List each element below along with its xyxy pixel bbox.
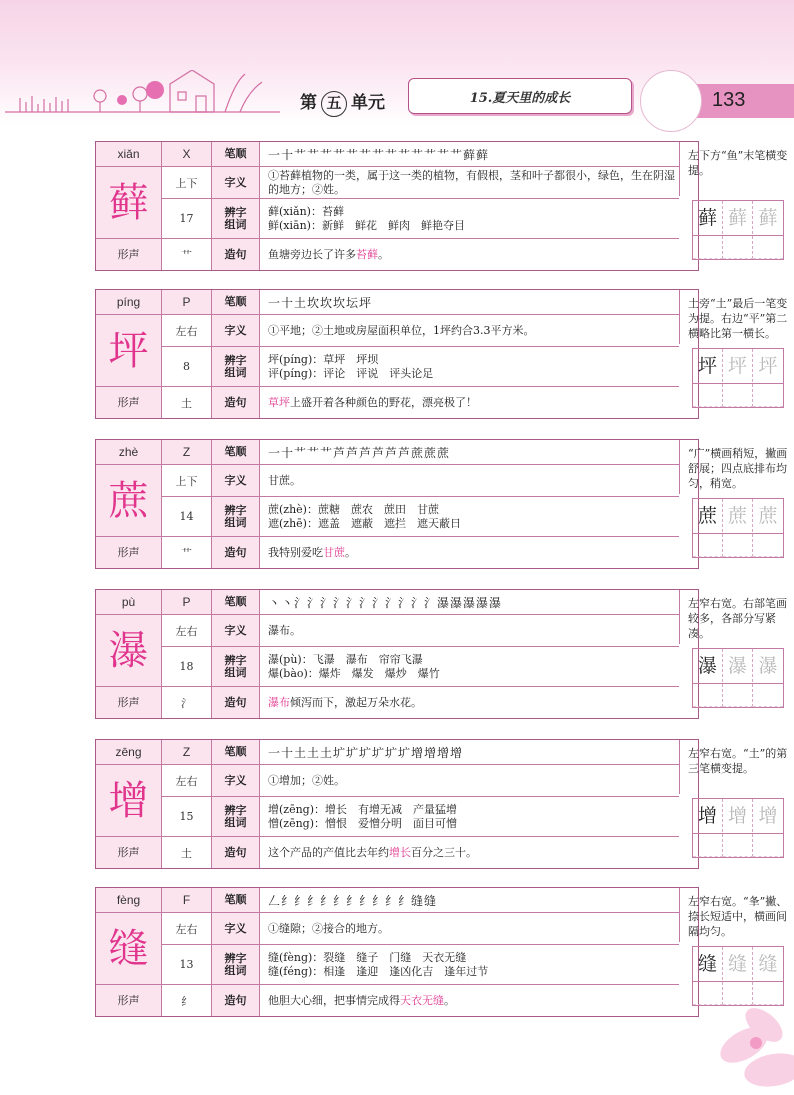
initial-letter: X bbox=[182, 147, 191, 161]
label-text: 造句 bbox=[224, 845, 247, 859]
words-value bbox=[259, 496, 679, 536]
structure-cell bbox=[161, 614, 211, 646]
structure-cell bbox=[161, 764, 211, 796]
meaning-label bbox=[211, 764, 259, 796]
trace-character: 缝 bbox=[723, 947, 753, 982]
radical-cell bbox=[161, 536, 211, 568]
stroke-order-label bbox=[211, 440, 259, 464]
word-line: 憎(zēng)：憎恨 爱憎分明 面目可憎 bbox=[268, 816, 458, 830]
meaning-text: ①增加；②姓。 bbox=[268, 773, 345, 787]
sentence-highlight: 瀑布 bbox=[268, 695, 290, 709]
words-value bbox=[259, 346, 679, 386]
trace-character: 坪 bbox=[723, 349, 753, 384]
stroke-count: 13 bbox=[179, 958, 194, 971]
initial-cell bbox=[161, 440, 211, 464]
label-text: 组词 bbox=[224, 815, 247, 829]
label-text: 字义 bbox=[224, 473, 247, 487]
sentence-value bbox=[259, 686, 679, 718]
sound-shape-label bbox=[96, 386, 161, 418]
trace-character: 藓 bbox=[753, 201, 783, 236]
big-character-cell bbox=[96, 614, 161, 686]
sentence-value bbox=[259, 984, 679, 1016]
structure: 左右 bbox=[175, 624, 198, 638]
label-text: 造句 bbox=[224, 545, 247, 559]
words-value bbox=[259, 796, 679, 836]
trace-character: 蔗 bbox=[753, 499, 783, 534]
sentence-label bbox=[211, 536, 259, 568]
structure-cell bbox=[161, 464, 211, 496]
radical: 艹 bbox=[181, 248, 192, 262]
label-text: 辨字 bbox=[224, 503, 247, 517]
label-text: 笔顺 bbox=[224, 745, 247, 758]
blank-line bbox=[693, 384, 723, 407]
writing-tip bbox=[679, 740, 794, 794]
pinyin: pù bbox=[121, 595, 136, 609]
blank-line bbox=[723, 236, 753, 259]
character-card-pù bbox=[95, 589, 787, 719]
label-text: 组词 bbox=[224, 963, 247, 977]
stroke-count: 8 bbox=[183, 360, 190, 373]
meaning-label bbox=[211, 314, 259, 346]
stroke-order-label bbox=[211, 290, 259, 314]
stroke-count-cell bbox=[161, 944, 211, 984]
circle-decoration bbox=[640, 70, 702, 132]
sentence-part: 我特别爱吃 bbox=[268, 545, 323, 559]
word-line: 瀑(pù)：飞瀑 瀑布 帘帘飞瀑 bbox=[268, 652, 423, 666]
big-character: 坪 bbox=[108, 327, 149, 374]
practice-grid[interactable] bbox=[692, 348, 784, 408]
sentence-part: 这个产品的产值比去年约 bbox=[268, 845, 389, 859]
label-text: 笔顺 bbox=[224, 595, 247, 608]
label-text: 辨字 bbox=[224, 803, 247, 817]
initial-cell bbox=[161, 740, 211, 764]
structure: 上下 bbox=[175, 176, 198, 190]
trace-character: 瀑 bbox=[753, 649, 783, 684]
tip-text: 左窄右宽。“土”的第三笔横变提。 bbox=[688, 747, 788, 775]
model-character: 增 bbox=[693, 799, 723, 834]
sound-shape-label bbox=[96, 238, 161, 270]
model-character: 蔗 bbox=[693, 499, 723, 534]
radical-cell bbox=[161, 836, 211, 868]
lesson-title-banner bbox=[408, 78, 632, 114]
sound-shape-label bbox=[96, 984, 161, 1016]
unit-number-badge: 五 bbox=[321, 91, 347, 117]
initial-letter: Z bbox=[182, 445, 191, 459]
word-line: 鲜(xiān)：新鲜 鲜花 鲜肉 鲜艳夺目 bbox=[268, 218, 465, 232]
practice-cell bbox=[753, 499, 783, 557]
big-character: 藓 bbox=[108, 179, 149, 226]
practice-cell bbox=[723, 499, 753, 557]
writing-tip bbox=[679, 888, 794, 942]
practice-cell bbox=[693, 201, 723, 259]
initial-letter: Z bbox=[182, 745, 191, 759]
word-line: 爆(bào)：爆炸 爆发 爆炒 爆竹 bbox=[268, 666, 440, 680]
blank-line bbox=[693, 684, 723, 707]
sentence-highlight: 甘蔗 bbox=[323, 545, 345, 559]
sentence-part: 。 bbox=[345, 545, 356, 559]
writing-tip bbox=[679, 142, 794, 196]
structure-cell bbox=[161, 166, 211, 198]
trace-character: 缝 bbox=[753, 947, 783, 982]
stroke-count-cell bbox=[161, 198, 211, 238]
blank-line bbox=[693, 534, 723, 557]
sentence-highlight: 增长 bbox=[389, 845, 411, 859]
stroke-order-label bbox=[211, 740, 259, 764]
radical: 氵 bbox=[181, 696, 192, 710]
sentence-part: 鱼塘旁边长了许多 bbox=[268, 247, 356, 261]
initial-cell bbox=[161, 290, 211, 314]
label-text: 形声 bbox=[117, 395, 140, 409]
pinyin: xiǎn bbox=[117, 147, 140, 161]
word-line: 缝(féng)：相逢 逢迎 逢凶化吉 逢年过节 bbox=[268, 964, 489, 978]
pinyin: zēng bbox=[115, 745, 142, 759]
sound-shape-label bbox=[96, 536, 161, 568]
stroke-order-label bbox=[211, 590, 259, 614]
blank-line bbox=[753, 534, 783, 557]
word-line: 蔗(zhè)：蔗糖 蔗农 蔗田 甘蔗 bbox=[268, 502, 439, 516]
label-text: 笔顺 bbox=[224, 295, 247, 308]
word-line: 评(píng)：评论 评说 评头论足 bbox=[268, 366, 434, 380]
initial-cell bbox=[161, 888, 211, 912]
character-card-xiǎn bbox=[95, 141, 788, 271]
label-text: 形声 bbox=[117, 993, 140, 1007]
initial-cell bbox=[161, 590, 211, 614]
stroke-count: 18 bbox=[179, 660, 194, 673]
pinyin: píng bbox=[116, 295, 141, 309]
big-character-cell bbox=[96, 764, 161, 836]
sentence-label bbox=[211, 984, 259, 1016]
word-line: 缝(fèng)：裂缝 缝子 门缝 天衣无缝 bbox=[268, 950, 467, 964]
radical: 土 bbox=[181, 396, 192, 410]
label-text: 字义 bbox=[224, 323, 247, 337]
initial-letter: F bbox=[182, 893, 191, 907]
writing-tip bbox=[679, 290, 794, 344]
practice-cell bbox=[753, 349, 783, 407]
practice-grid[interactable] bbox=[692, 498, 784, 558]
stroke-order-value bbox=[259, 888, 679, 912]
pinyin: zhè bbox=[118, 445, 139, 459]
initial-letter: P bbox=[182, 595, 191, 609]
practice-cell bbox=[693, 499, 723, 557]
stroke-order-value bbox=[259, 440, 679, 464]
practice-cell bbox=[753, 649, 783, 707]
character-card-fèng bbox=[95, 887, 788, 1017]
distinguish-label bbox=[211, 944, 259, 984]
label-text: 字义 bbox=[224, 773, 247, 787]
character-card-zēng bbox=[95, 739, 788, 869]
label-text: 字义 bbox=[224, 921, 247, 935]
sentence-label bbox=[211, 836, 259, 868]
label-text: 形声 bbox=[117, 845, 140, 859]
label-text: 组词 bbox=[224, 515, 247, 529]
radical: 土 bbox=[181, 846, 192, 860]
blank-line bbox=[723, 384, 753, 407]
sentence-value bbox=[259, 386, 679, 418]
blank-line bbox=[753, 236, 783, 259]
stroke-count-cell bbox=[161, 496, 211, 536]
structure-cell bbox=[161, 314, 211, 346]
unit-prefix: 第 bbox=[300, 93, 317, 113]
trace-character: 瀑 bbox=[723, 649, 753, 684]
label-text: 组词 bbox=[224, 217, 247, 231]
meaning-value bbox=[259, 314, 679, 346]
blank-line bbox=[753, 384, 783, 407]
label-text: 造句 bbox=[224, 395, 247, 409]
sentence-text bbox=[268, 696, 422, 710]
tip-text: “广”横画稍短，撇画舒展；四点底排布均匀，稍宽。 bbox=[688, 447, 788, 490]
stroke-order-value bbox=[259, 590, 679, 614]
big-character-cell bbox=[96, 166, 161, 238]
practice-grid[interactable] bbox=[692, 798, 784, 858]
sentence-text bbox=[268, 396, 477, 410]
meaning-text: ①缝隙；②接合的地方。 bbox=[268, 921, 389, 935]
trace-character: 坪 bbox=[753, 349, 783, 384]
practice-cell bbox=[723, 201, 753, 259]
sentence-highlight: 天衣无缝 bbox=[400, 993, 444, 1007]
sentence-part: 。 bbox=[378, 247, 389, 261]
practice-grid[interactable] bbox=[692, 648, 784, 708]
label-text: 辨字 bbox=[224, 205, 247, 219]
label-text: 辨字 bbox=[224, 951, 247, 965]
sentence-value bbox=[259, 238, 679, 270]
initial-letter: P bbox=[182, 295, 191, 309]
blank-line bbox=[693, 236, 723, 259]
sentence-part: 倾泻而下，激起万朵水花。 bbox=[290, 695, 422, 709]
big-character: 瀑 bbox=[108, 627, 149, 674]
radical-cell bbox=[161, 686, 211, 718]
meaning-value bbox=[259, 614, 679, 646]
label-text: 组词 bbox=[224, 665, 247, 679]
unit-label bbox=[300, 88, 385, 117]
label-text: 笔顺 bbox=[224, 445, 247, 458]
pinyin-cell bbox=[96, 590, 161, 614]
big-character-cell bbox=[96, 912, 161, 984]
trace-character: 增 bbox=[753, 799, 783, 834]
stroke-count: 17 bbox=[179, 212, 194, 225]
radical: 纟 bbox=[181, 994, 192, 1008]
radical: 艹 bbox=[181, 546, 192, 560]
practice-cell bbox=[723, 799, 753, 857]
meaning-value bbox=[259, 912, 679, 944]
unit-suffix: 单元 bbox=[351, 93, 385, 113]
word-line: 增(zēng)：增长 有增无减 产量猛增 bbox=[268, 802, 458, 816]
meaning-label bbox=[211, 614, 259, 646]
label-text: 形声 bbox=[117, 545, 140, 559]
tip-text: 土旁“土”最后一笔变为提。右边“平”第二横略比第一横长。 bbox=[688, 297, 788, 340]
radical-cell bbox=[161, 984, 211, 1016]
distinguish-label bbox=[211, 646, 259, 686]
stroke-order-text: 𠃋纟纟纟纟纟纟纟纟纟纟缝缝 bbox=[268, 893, 438, 908]
label-text: 笔顺 bbox=[224, 147, 247, 160]
sentence-text bbox=[268, 248, 389, 262]
sentence-text bbox=[268, 846, 477, 860]
stroke-count-cell bbox=[161, 796, 211, 836]
stroke-count-cell bbox=[161, 346, 211, 386]
pinyin-cell bbox=[96, 440, 161, 464]
radical-cell bbox=[161, 238, 211, 270]
label-text: 辨字 bbox=[224, 353, 247, 367]
pinyin-cell bbox=[96, 740, 161, 764]
stroke-count: 15 bbox=[179, 810, 194, 823]
practice-cell bbox=[693, 799, 723, 857]
pinyin-cell bbox=[96, 888, 161, 912]
meaning-label bbox=[211, 912, 259, 944]
sound-shape-label bbox=[96, 836, 161, 868]
label-text: 字义 bbox=[224, 623, 247, 637]
sentence-part: 。 bbox=[444, 993, 455, 1007]
model-character: 瀑 bbox=[693, 649, 723, 684]
sentence-text bbox=[268, 546, 356, 560]
words-value bbox=[259, 198, 679, 238]
label-text: 辨字 bbox=[224, 653, 247, 667]
practice-cell bbox=[693, 349, 723, 407]
meaning-label bbox=[211, 166, 259, 198]
big-character: 蔗 bbox=[108, 477, 149, 524]
blank-line bbox=[753, 684, 783, 707]
model-character: 坪 bbox=[693, 349, 723, 384]
label-text: 造句 bbox=[224, 993, 247, 1007]
distinguish-label bbox=[211, 496, 259, 536]
words-value bbox=[259, 646, 679, 686]
sentence-part: 上盛开着各种颜色的野花，漂亮极了！ bbox=[290, 395, 477, 409]
label-text: 造句 bbox=[224, 695, 247, 709]
sentence-value bbox=[259, 536, 679, 568]
blank-line bbox=[723, 684, 753, 707]
blank-line bbox=[723, 834, 753, 857]
words-value bbox=[259, 944, 679, 984]
structure: 左右 bbox=[175, 324, 198, 338]
lesson-title: 15.夏天里的成长 bbox=[469, 91, 571, 106]
meaning-text: ①平地；②土地或房屋面积单位，1坪约合3.3平方米。 bbox=[268, 323, 535, 337]
big-character-cell bbox=[96, 314, 161, 386]
trace-character: 藓 bbox=[723, 201, 753, 236]
initial-cell bbox=[161, 142, 211, 166]
structure: 上下 bbox=[175, 474, 198, 488]
practice-cell bbox=[753, 201, 783, 259]
pinyin: fèng bbox=[116, 893, 141, 907]
stroke-order-value bbox=[259, 290, 679, 314]
model-character: 藓 bbox=[693, 201, 723, 236]
practice-cell bbox=[723, 349, 753, 407]
practice-cell bbox=[693, 649, 723, 707]
meaning-text: ①苔藓植物的一类，属于这一类的植物，有假根，茎和叶子都很小，绿色，生在阴湿的地方；②姓。 bbox=[268, 168, 675, 196]
distinguish-label bbox=[211, 346, 259, 386]
structure: 左右 bbox=[175, 774, 198, 788]
flower-decoration-icon bbox=[674, 935, 794, 1095]
writing-tip bbox=[679, 440, 794, 494]
tip-text: 左窄右宽。右部笔画较多，各部分写紧凑。 bbox=[688, 597, 787, 640]
label-text: 笔顺 bbox=[224, 893, 247, 906]
character-card-zhè bbox=[95, 439, 788, 569]
practice-cell bbox=[723, 649, 753, 707]
label-text: 造句 bbox=[224, 247, 247, 261]
page-number: 133 bbox=[712, 89, 746, 111]
sentence-part: 他胆大心细，把事情完成得 bbox=[268, 993, 400, 1007]
sound-shape-label bbox=[96, 686, 161, 718]
big-character-cell bbox=[96, 464, 161, 536]
meaning-label bbox=[211, 464, 259, 496]
blank-line bbox=[693, 834, 723, 857]
stroke-order-text: 丶丶氵氵氵氵氵氵氵氵氵氵氵瀑瀑瀑瀑瀑 bbox=[268, 595, 503, 610]
character-card-píng bbox=[95, 289, 788, 419]
practice-grid[interactable] bbox=[692, 200, 784, 260]
meaning-text: 瀑布。 bbox=[268, 623, 301, 637]
stroke-order-text: 一十土土土圹圹圹圹圹圹增增增增 bbox=[268, 745, 464, 760]
meaning-text: 甘蔗。 bbox=[268, 473, 301, 487]
word-line: 藓(xiǎn)：苔藓 bbox=[268, 204, 344, 218]
stroke-order-value bbox=[259, 142, 679, 166]
label-text: 形声 bbox=[117, 695, 140, 709]
distinguish-label bbox=[211, 198, 259, 238]
stroke-count-cell bbox=[161, 646, 211, 686]
label-text: 字义 bbox=[224, 175, 247, 189]
structure-cell bbox=[161, 912, 211, 944]
stroke-count: 14 bbox=[179, 510, 194, 523]
stroke-order-text: 一十艹艹艹艹艹艹艹艹艹艹艹艹艹藓藓 bbox=[268, 147, 490, 162]
meaning-value bbox=[259, 464, 679, 496]
stroke-order-label bbox=[211, 142, 259, 166]
stroke-order-text: 一十土坎坎坎坛坪 bbox=[268, 295, 373, 310]
sentence-label bbox=[211, 386, 259, 418]
structure: 左右 bbox=[175, 922, 198, 936]
pinyin-cell bbox=[96, 290, 161, 314]
sentence-text bbox=[268, 994, 455, 1008]
sentence-value bbox=[259, 836, 679, 868]
pinyin-cell bbox=[96, 142, 161, 166]
writing-tip bbox=[679, 590, 794, 644]
house-doodle-icon bbox=[0, 70, 290, 125]
radical-cell bbox=[161, 386, 211, 418]
sentence-part: 百分之三十。 bbox=[411, 845, 477, 859]
stroke-order-value bbox=[259, 740, 679, 764]
blank-line bbox=[723, 534, 753, 557]
sentence-highlight: 草坪 bbox=[268, 395, 290, 409]
sentence-label bbox=[211, 238, 259, 270]
stroke-order-label bbox=[211, 888, 259, 912]
word-line: 遮(zhē)：遮盖 遮蔽 遮拦 遮天蔽日 bbox=[268, 516, 461, 530]
blank-line bbox=[753, 834, 783, 857]
sentence-highlight: 苔藓 bbox=[356, 247, 378, 261]
big-character: 增 bbox=[108, 777, 149, 824]
model-character: 缝 bbox=[693, 947, 723, 982]
trace-character: 增 bbox=[723, 799, 753, 834]
stroke-order-text: 一十艹艹艹芦芦芦芦芦芦蔗蔗蔗 bbox=[268, 445, 451, 460]
meaning-value bbox=[259, 166, 679, 198]
trace-character: 蔗 bbox=[723, 499, 753, 534]
meaning-value bbox=[259, 764, 679, 796]
tip-text: 左下方“鱼”末笔横变提。 bbox=[688, 149, 788, 177]
tip-text: 左窄右宽。“夆”撇、捺长短适中，横画间隔均匀。 bbox=[688, 895, 788, 938]
big-character: 缝 bbox=[108, 925, 149, 972]
label-text: 形声 bbox=[117, 247, 140, 261]
sentence-label bbox=[211, 686, 259, 718]
practice-cell bbox=[753, 799, 783, 857]
word-line: 坪(píng)：草坪 坪坝 bbox=[268, 352, 379, 366]
distinguish-label bbox=[211, 796, 259, 836]
label-text: 组词 bbox=[224, 365, 247, 379]
